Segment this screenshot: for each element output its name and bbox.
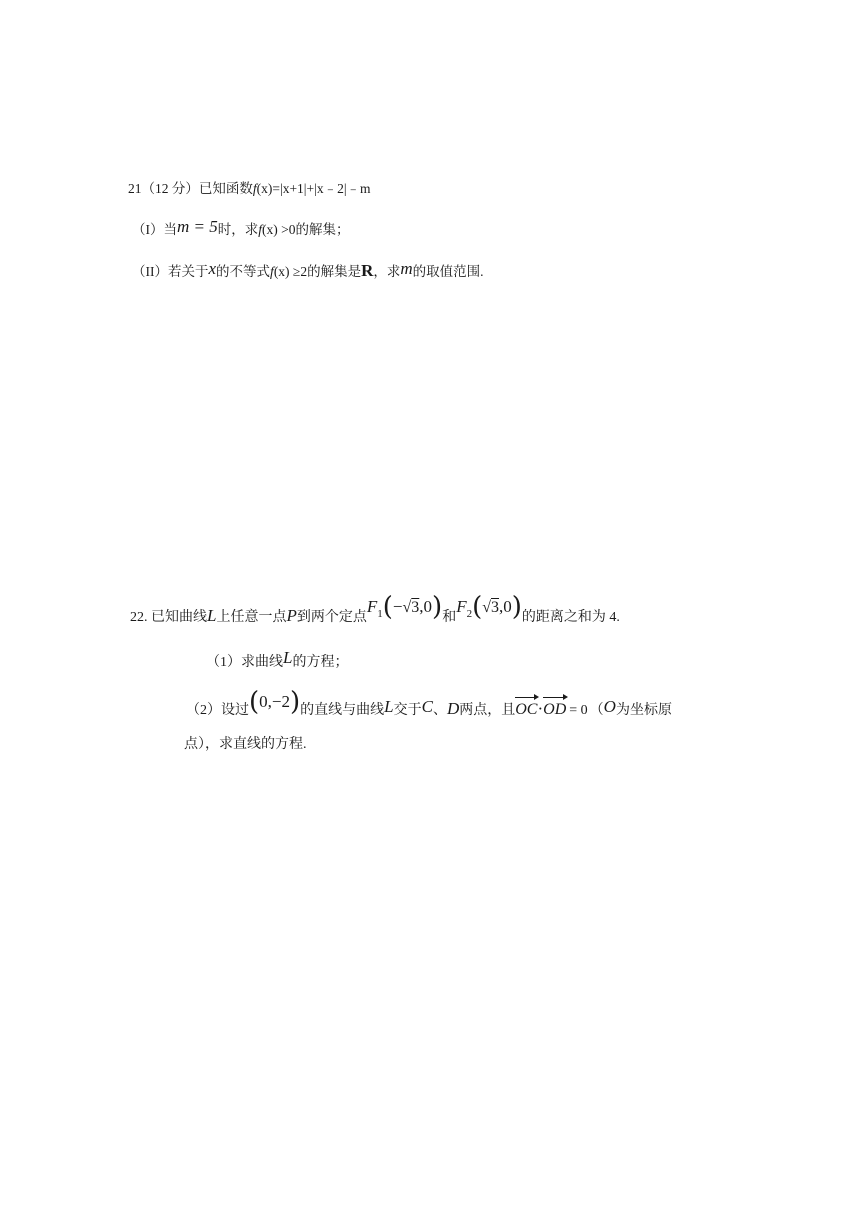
q22-text1: 22. 已知曲线 — [130, 610, 207, 625]
q21-part2-label: （II）若关于 — [132, 264, 209, 279]
q22-eq0: = 0 — [569, 703, 588, 718]
q21-part1-f: f — [258, 222, 263, 237]
q22-L: L — [207, 606, 217, 625]
q22-part2-text4: （ — [589, 703, 604, 718]
q22-text3: 到两个定点 — [296, 610, 367, 625]
q22-part2-C: C — [421, 697, 433, 716]
q21-part1-text1: 时，求 — [217, 222, 259, 237]
q22-stem — [130, 592, 620, 633]
q21-part2-f: f — [270, 264, 274, 279]
q22-part2-text5: 为坐标原 — [615, 703, 672, 718]
q22-part2-text1: 的直线与曲线 — [300, 703, 385, 718]
q21-header: 21（12 分）已知函数 — [128, 181, 253, 196]
q21-fname: f — [252, 181, 257, 196]
q22-part1-L: L — [283, 648, 293, 667]
q21-part1-text2: 的解集； — [295, 222, 350, 237]
q22-vector-OD: OD — [543, 700, 566, 720]
q22-P: P — [286, 606, 297, 625]
q21-part2-text1: 的不等式 — [216, 264, 271, 279]
q22-text4: 和 — [442, 610, 457, 625]
q22-part1 — [206, 648, 348, 673]
q22-text2: 上任意一点 — [216, 610, 287, 625]
q21-part2-R: R — [361, 261, 374, 280]
q22-text5: 的距离之和为 4. — [521, 610, 620, 625]
q21-part2-text2: 的解集是 — [307, 264, 362, 279]
q22-part2-text3: 两点，且 — [459, 703, 516, 718]
q22-part2-continued — [184, 735, 307, 755]
q22-part2-cont: 点），求直线的方程. — [184, 737, 307, 752]
q21-part2-m: m — [400, 259, 413, 278]
q22-part1-label: （1）求曲线 — [206, 655, 283, 670]
q22-part2-text2: 交于 — [393, 703, 422, 718]
q21-part2-ineq: (x) ≥2 — [273, 264, 308, 279]
q21-part2-text3: ，求 — [373, 264, 401, 279]
q21-part1-math: m = 5 — [177, 217, 218, 236]
q21-part1-ineq: (x) >0 — [262, 222, 296, 237]
q22-dot: · — [537, 699, 544, 718]
q21-part2-text4: 的取值范围. — [412, 264, 484, 279]
q22-F2: $F_2(√3,0)$ — [456, 592, 522, 622]
q22-part2-point: (0,−2) — [249, 687, 301, 717]
q22-F1: $F_1(-√3,0)$ — [366, 592, 443, 622]
q21-part1-label: （I）当 — [132, 222, 177, 237]
q22-part2-D: D — [446, 699, 460, 718]
q22-part2-O: O — [603, 697, 616, 716]
q22-part2-label: （2）设过 — [186, 703, 249, 718]
q21-part2-x: x — [208, 259, 217, 278]
q22-part1-text: 的方程； — [292, 655, 349, 670]
q22-part2-L: L — [384, 697, 394, 716]
q22-part2-sep: 、 — [432, 703, 447, 718]
q21-part2 — [132, 259, 484, 282]
q21-fbody: (x)=|x+1|+|x﹣2|﹣m — [256, 181, 371, 196]
q22-part2 — [186, 687, 672, 721]
q21-stem — [128, 179, 371, 199]
q21-part1 — [132, 217, 350, 240]
q22-vector-OC: OC — [515, 700, 537, 720]
